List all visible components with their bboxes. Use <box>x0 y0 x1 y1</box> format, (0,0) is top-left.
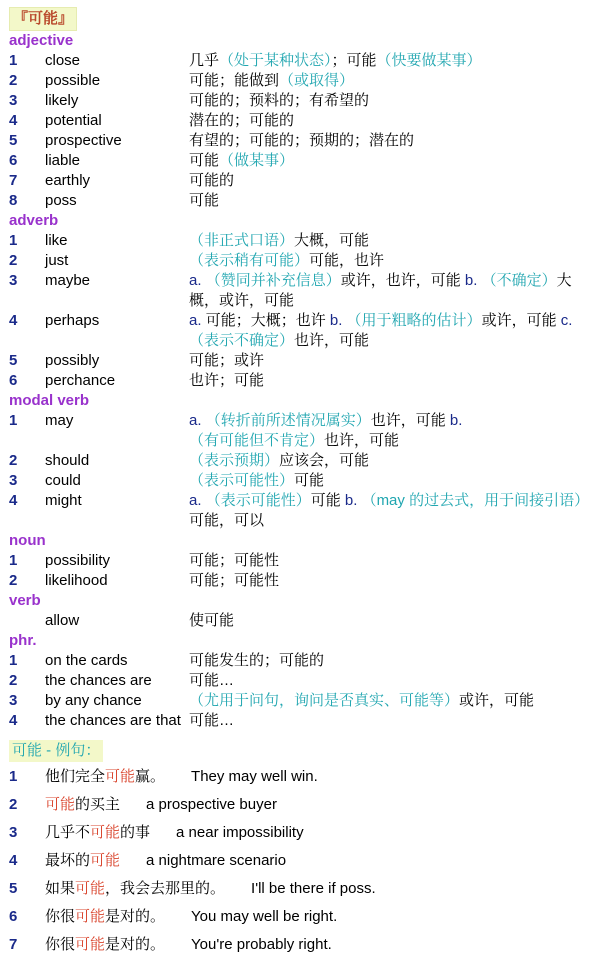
definition-text: 大概，或许，可能 <box>189 272 572 309</box>
definition <box>189 411 595 451</box>
example-english: a nightmare scenario <box>146 852 287 869</box>
translation-word: liable <box>45 152 81 169</box>
example-text: 最坏的 <box>45 852 91 869</box>
pos-section <box>9 631 595 731</box>
sense-marker: b. <box>464 272 482 289</box>
definition <box>189 191 595 211</box>
definition-text: 或许，可能 <box>459 692 535 709</box>
example-row <box>9 763 595 791</box>
definition-text: 可能；或许 <box>189 352 265 369</box>
sense-number: 1 <box>9 52 18 69</box>
definition-text: 可能发生的；可能的 <box>189 652 325 669</box>
definition-text: ；可能 <box>331 52 377 69</box>
example-text: 赢。 <box>135 768 166 785</box>
definition-sections <box>9 31 595 731</box>
definition-text: 大概，可能 <box>294 232 370 249</box>
definition <box>189 711 595 731</box>
sense-row <box>9 651 595 671</box>
definition <box>189 231 595 251</box>
translation-word: allow <box>45 612 80 629</box>
example-chinese <box>45 875 225 903</box>
sense-row <box>9 411 595 451</box>
sense-row <box>9 571 595 591</box>
definition <box>189 51 595 71</box>
definition <box>189 311 595 351</box>
definition-text: 或许，可能 <box>481 312 561 329</box>
definition-text: 可能；可能性 <box>189 552 280 569</box>
definition-text: 有望的；可能的；预期的；潜在的 <box>189 132 415 149</box>
definition <box>189 551 595 571</box>
translation-word: close <box>45 52 81 69</box>
highlighted-term: 可能 <box>90 852 121 869</box>
sense-number: 1 <box>9 652 18 669</box>
example-english: I'll be there if poss. <box>251 880 376 897</box>
example-number: 6 <box>9 908 18 925</box>
sense-row <box>9 491 595 531</box>
sense-number: 2 <box>9 72 18 89</box>
definition-text: 或许，也许，可能 <box>340 272 465 289</box>
sense-number: 5 <box>9 132 18 149</box>
definition-text: 也许，可能 <box>294 332 370 349</box>
sense-number: 3 <box>9 92 18 109</box>
sense-row <box>9 611 595 631</box>
definition-text: 可能；可能性 <box>189 572 280 589</box>
example-number: 5 <box>9 880 18 897</box>
usage-note: （may 的过去式，用于间接引语） <box>361 492 590 509</box>
sense-row <box>9 251 595 271</box>
definition-text: 可能 <box>294 472 325 489</box>
definition <box>189 651 595 671</box>
translation-word: likelihood <box>45 572 108 589</box>
definition-text: 几乎 <box>189 52 220 69</box>
definition-text: 可能的 <box>189 172 235 189</box>
usage-note: （表示不确定） <box>189 332 295 349</box>
highlighted-term: 可能 <box>75 880 106 897</box>
sense-row <box>9 231 595 251</box>
definition <box>189 131 595 151</box>
sense-number: 4 <box>9 112 18 129</box>
example-english: You may well be right. <box>191 908 338 925</box>
definition <box>189 691 595 711</box>
definition-text: 可能 <box>189 192 220 209</box>
sense-row <box>9 371 595 391</box>
sense-marker: c. <box>560 312 573 329</box>
translation-word: like <box>45 232 68 249</box>
translation-word: the chances are <box>45 672 152 689</box>
definition-text: 可能；大概；也许 <box>205 312 330 329</box>
translation-word: should <box>45 452 90 469</box>
sense-number: 7 <box>9 172 18 189</box>
translation-word: on the cards <box>45 652 128 669</box>
usage-note: （或取得） <box>279 72 355 89</box>
usage-note: （不确定） <box>481 272 557 289</box>
usage-note: （表示可能性） <box>205 492 311 509</box>
definition <box>189 271 595 311</box>
usage-note: （有可能但不肯定） <box>189 432 325 449</box>
translation-word: by any chance <box>45 692 142 709</box>
sense-number: 1 <box>9 552 18 569</box>
example-row <box>9 819 595 847</box>
example-chinese <box>45 903 165 931</box>
definition <box>189 251 595 271</box>
sense-number: 1 <box>9 412 18 429</box>
sense-row <box>9 51 595 71</box>
example-english: a prospective buyer <box>146 796 277 813</box>
definition <box>189 91 595 111</box>
pos-section <box>9 211 595 391</box>
sense-row <box>9 71 595 91</box>
translation-word: could <box>45 472 81 489</box>
sense-number <box>9 611 45 631</box>
example-row <box>9 903 595 931</box>
definition <box>189 571 595 591</box>
pos-section <box>9 31 595 211</box>
definition-text: 可能… <box>189 672 235 689</box>
example-number: 7 <box>9 936 18 953</box>
example-text: 的事 <box>120 824 151 841</box>
translation-word: perchance <box>45 372 116 389</box>
sense-number: 1 <box>9 232 18 249</box>
examples-list <box>9 763 595 959</box>
sense-number: 4 <box>9 312 18 329</box>
sense-row <box>9 671 595 691</box>
example-text: 是对的。 <box>105 908 166 925</box>
sense-number: 3 <box>9 272 18 289</box>
usage-note: （尤用于问句，询问是否真实、可能等） <box>189 692 460 709</box>
definition-text: 可能，可以 <box>189 512 265 529</box>
sense-number: 4 <box>9 492 18 509</box>
example-row <box>9 791 595 819</box>
definition-text: 也许，可能 <box>324 432 400 449</box>
translation-word: poss <box>45 192 77 209</box>
sense-marker: b. <box>344 492 362 509</box>
sense-row <box>9 131 595 151</box>
sense-marker: a. <box>189 272 206 289</box>
usage-note: （快要做某事） <box>376 52 482 69</box>
definition <box>189 671 595 691</box>
example-chinese <box>45 819 150 847</box>
highlighted-term: 可能 <box>45 796 76 813</box>
translation-word: perhaps <box>45 312 100 329</box>
example-row <box>9 847 595 875</box>
usage-note: （做某事） <box>219 152 295 169</box>
sense-row <box>9 471 595 491</box>
definition-text: 可能；能做到 <box>189 72 280 89</box>
example-row <box>9 875 595 903</box>
part-of-speech: adverb <box>9 212 59 229</box>
headword: 『可能』 <box>9 7 77 31</box>
sense-row <box>9 111 595 131</box>
sense-number: 2 <box>9 672 18 689</box>
example-chinese <box>45 763 165 791</box>
sense-row <box>9 551 595 571</box>
example-text: ，我会去那里的。 <box>105 880 226 897</box>
definition-text: 可能，也许 <box>309 252 385 269</box>
sense-row <box>9 311 595 351</box>
example-text: 你很 <box>45 908 76 925</box>
definition-text: 可能 <box>189 152 220 169</box>
example-english: They may well win. <box>191 768 318 785</box>
translation-word: just <box>45 252 69 269</box>
usage-note: （用于粗略的估计） <box>346 312 482 329</box>
usage-note: （赞同并补充信息） <box>205 272 341 289</box>
example-text: 的买主 <box>75 796 121 813</box>
sense-number: 8 <box>9 192 18 209</box>
sense-marker: a. <box>189 492 206 509</box>
translation-word: likely <box>45 92 79 109</box>
part-of-speech: modal verb <box>9 392 90 409</box>
translation-word: possibly <box>45 352 100 369</box>
definition <box>189 491 595 531</box>
sense-row <box>9 171 595 191</box>
translation-word: might <box>45 492 82 509</box>
translation-word: the chances are that <box>45 712 181 729</box>
definition <box>189 151 595 171</box>
sense-marker: b. <box>329 312 347 329</box>
sense-number: 3 <box>9 692 18 709</box>
sense-number: 3 <box>9 472 18 489</box>
usage-note: （处于某种状态） <box>219 52 332 69</box>
headword-line <box>9 7 595 31</box>
definition <box>189 171 595 191</box>
usage-note: （表示稍有可能） <box>189 252 310 269</box>
sense-row <box>9 151 595 171</box>
sense-number: 6 <box>9 372 18 389</box>
example-english: a near impossibility <box>176 824 304 841</box>
sense-row <box>9 91 595 111</box>
sense-number: 4 <box>9 712 18 729</box>
dictionary-entry <box>9 7 595 959</box>
usage-note: （转折前所述情况属实） <box>205 412 371 429</box>
pos-section <box>9 531 595 591</box>
example-text: 他们完全 <box>45 768 106 785</box>
definition-text: 潜在的；可能的 <box>189 112 295 129</box>
example-text: 是对的。 <box>105 936 166 953</box>
part-of-speech: adjective <box>9 32 74 49</box>
sense-number: 6 <box>9 152 18 169</box>
sense-row <box>9 351 595 371</box>
definition <box>189 351 595 371</box>
example-number: 2 <box>9 796 18 813</box>
example-number: 1 <box>9 768 18 785</box>
highlighted-term: 可能 <box>75 908 106 925</box>
sense-row <box>9 271 595 311</box>
translation-word: possible <box>45 72 101 89</box>
example-text: 你很 <box>45 936 76 953</box>
highlighted-term: 可能 <box>75 936 106 953</box>
example-chinese <box>45 791 120 819</box>
definition <box>189 471 595 491</box>
sense-number: 2 <box>9 252 18 269</box>
example-row <box>9 931 595 959</box>
sense-marker: b. <box>449 412 463 429</box>
pos-section <box>9 591 595 631</box>
translation-word: prospective <box>45 132 122 149</box>
example-chinese <box>45 847 120 875</box>
translation-word: possibility <box>45 552 111 569</box>
part-of-speech: verb <box>9 592 41 609</box>
examples-title: 可能 - 例句： <box>9 740 103 762</box>
definition-text: 也许；可能 <box>189 372 265 389</box>
definition <box>189 611 595 631</box>
example-text: 如果 <box>45 880 76 897</box>
highlighted-term: 可能 <box>90 824 121 841</box>
examples-title-line <box>9 731 595 762</box>
part-of-speech: noun <box>9 532 46 549</box>
definition <box>189 111 595 131</box>
translation-word: maybe <box>45 272 91 289</box>
sense-row <box>9 451 595 471</box>
example-number: 3 <box>9 824 18 841</box>
sense-row <box>9 711 595 731</box>
example-number: 4 <box>9 852 18 869</box>
definition-text: 可能的；预料的；有希望的 <box>189 92 370 109</box>
sense-number: 5 <box>9 352 18 369</box>
example-chinese <box>45 931 165 959</box>
definition <box>189 71 595 91</box>
translation-word: potential <box>45 112 102 129</box>
definition-text: 也许，可能 <box>370 412 450 429</box>
sense-row <box>9 691 595 711</box>
highlighted-term: 可能 <box>105 768 136 785</box>
example-english: You're probably right. <box>191 936 332 953</box>
translation-word: earthly <box>45 172 91 189</box>
definition-text: 可能… <box>189 712 235 729</box>
sense-marker: a. <box>189 412 206 429</box>
sense-number: 2 <box>9 452 18 469</box>
definition <box>189 371 595 391</box>
example-text: 几乎不 <box>45 824 91 841</box>
translation-word: may <box>45 412 74 429</box>
sense-marker: a. <box>189 312 206 329</box>
definition-text: 可能 <box>310 492 345 509</box>
definition <box>189 451 595 471</box>
part-of-speech: phr. <box>9 632 37 649</box>
usage-note: （表示可能性） <box>189 472 295 489</box>
pos-section <box>9 391 595 531</box>
usage-note: （非正式口语） <box>189 232 295 249</box>
sense-row <box>9 191 595 211</box>
definition-text: 使可能 <box>189 612 235 629</box>
usage-note: （表示预期） <box>189 452 280 469</box>
definition-text: 应该会，可能 <box>279 452 370 469</box>
sense-number: 2 <box>9 572 18 589</box>
